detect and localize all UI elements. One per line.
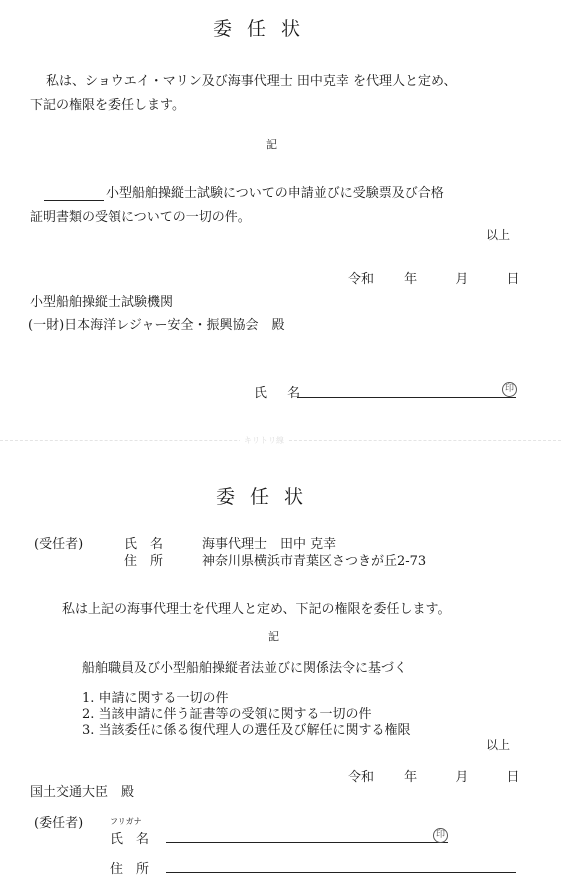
doc1-title: 委任状: [213, 18, 316, 40]
doc2-title: 委任状: [216, 486, 319, 508]
doc2-address-label: 住 所: [110, 862, 150, 877]
doc2-agent-address-label: 住 所: [124, 554, 164, 569]
doc1-body-line1: 私は、ショウエイ・マリン及び海事代理士 田中克幸 を代理人と定め、: [46, 74, 457, 89]
doc1-date: [348, 268, 519, 287]
doc1-item-line1: [44, 182, 444, 201]
doc2-date-day: 日: [506, 770, 520, 785]
doc1-addressee-line1: 小型船舶操縦士試験機関: [30, 295, 174, 310]
doc2-agent-name-label: 氏 名: [124, 537, 164, 552]
doc1-date-era: 令和: [348, 272, 375, 287]
doc2-body: 私は上記の海事代理士を代理人と定め、下記の権限を委任します。: [62, 602, 451, 617]
doc2-seal-icon: 印: [433, 828, 448, 843]
doc1-ki: 記: [266, 138, 277, 151]
doc2-principal-label: (委任者): [34, 816, 84, 831]
doc1-name-label: 氏 名: [254, 386, 309, 401]
doc1-date-year: 年: [404, 272, 418, 287]
doc1-item-line2: 証明書類の受領についての一切の件。: [30, 210, 251, 225]
doc2-date-era: 令和: [348, 770, 375, 785]
doc1-ijo: 以上: [486, 228, 511, 242]
doc2-item-1: 1. 申請に関する一切の件: [82, 691, 229, 706]
doc1-date-day: 日: [506, 272, 520, 287]
doc2-name-label: 氏 名: [110, 832, 150, 847]
doc2-date: [348, 766, 519, 785]
doc2-name-signature-line[interactable]: [166, 842, 448, 843]
doc2-date-year: 年: [404, 770, 418, 785]
doc2-basis: 船舶職員及び小型船舶操縦者法並びに関係法令に基づく: [82, 661, 408, 676]
doc2-address-line[interactable]: [166, 872, 516, 873]
doc2-ijo: 以上: [486, 738, 511, 752]
doc1-item-text1: 小型船舶操縦士試験についての申請並びに受験票及び合格: [106, 186, 444, 201]
doc1-date-month: 月: [455, 272, 469, 287]
doc2-date-month: 月: [455, 770, 469, 785]
doc2-item-2: 2. 当該申請に伴う証書等の受領に関する一切の件: [82, 707, 372, 722]
doc1-body-line2: 下記の権限を委任します。: [30, 98, 185, 113]
doc1-item-blank-line: [44, 187, 104, 201]
doc2-agent-address: 神奈川県横浜市青葉区さつきが丘2-73: [202, 554, 427, 569]
doc2-agent-name: 海事代理士 田中 克幸: [202, 537, 337, 552]
doc1-seal-icon: 印: [502, 382, 517, 397]
doc1-addressee-line2: (一財)日本海洋レジャー安全・振興協会 殿: [28, 318, 285, 333]
doc2-addressee: 国土交通大臣 殿: [30, 785, 135, 800]
doc2-furigana-label: フリガナ: [110, 817, 142, 826]
doc2-item-3: 3. 当該委任に係る復代理人の選任及び解任に関する権限: [82, 723, 411, 738]
doc1-name-signature-line[interactable]: [297, 397, 516, 398]
doc2-agent-label: (受任者): [34, 537, 84, 552]
doc2-ki: 記: [268, 630, 279, 643]
cut-line-watermark: キリトリ線: [240, 435, 288, 446]
